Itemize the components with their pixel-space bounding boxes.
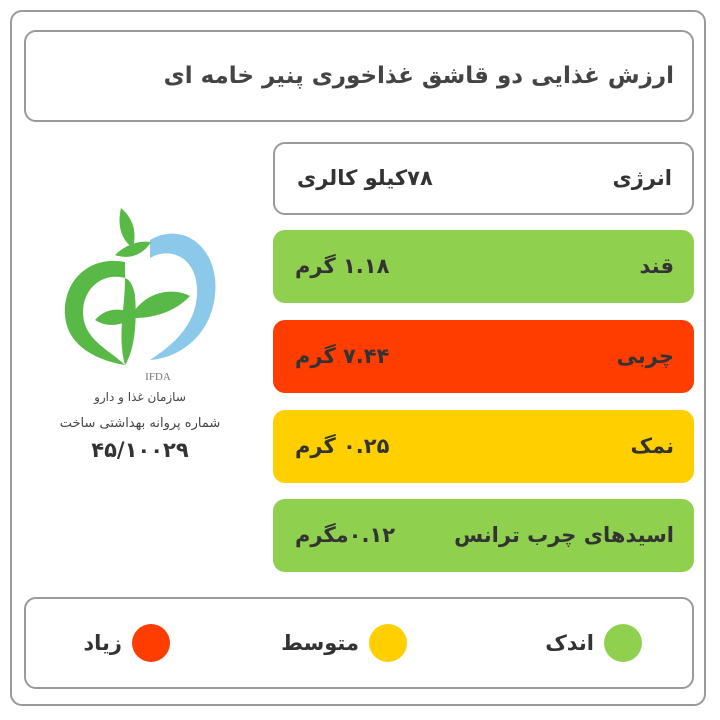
license-number: ۴۵/۱۰۰۲۹ xyxy=(91,438,189,462)
salt-row xyxy=(273,410,694,483)
fat-value: ۷.۴۴ گرم xyxy=(295,344,390,368)
page-title: ارزش غذایی دو قاشق غذاخوری پنیر خامه ای xyxy=(163,63,674,89)
legend-box xyxy=(24,597,694,689)
trans-fat-row xyxy=(273,499,694,572)
legend-item-low xyxy=(545,599,642,687)
legend-item-high xyxy=(83,599,170,687)
org-name: سازمان غذا و دارو xyxy=(94,390,186,404)
energy-row xyxy=(273,142,694,215)
legend-label-medium: متوسط xyxy=(281,631,359,655)
license-label: شماره پروانه بهداشتی ساخت xyxy=(59,416,221,431)
fat-label: چربی xyxy=(616,344,674,368)
sugar-row xyxy=(273,230,694,303)
yellow-dot-icon xyxy=(369,624,407,662)
energy-label: انرژی xyxy=(612,166,672,190)
energy-value: ۷۸کیلو کالری xyxy=(297,166,433,190)
salt-value: ۰.۲۵ گرم xyxy=(295,434,390,458)
sugar-value: ۱.۱۸ گرم xyxy=(295,254,390,278)
title-box xyxy=(24,30,694,122)
sugar-label: قند xyxy=(639,254,674,278)
trans-fat-value: ۰.۱۲مگرم xyxy=(295,523,396,547)
red-dot-icon xyxy=(132,624,170,662)
legend-item-medium xyxy=(281,599,407,687)
salt-label: نمک xyxy=(630,434,674,458)
green-dot-icon xyxy=(604,624,642,662)
fat-row xyxy=(273,320,694,393)
ifda-logo-icon xyxy=(55,200,225,385)
ifda-abbr-text: IFDA xyxy=(145,371,171,383)
legend-label-low: اندک xyxy=(545,631,594,655)
legend-label-high: زیاد xyxy=(83,631,122,655)
trans-fat-label: اسیدهای چرب ترانس xyxy=(454,523,674,547)
